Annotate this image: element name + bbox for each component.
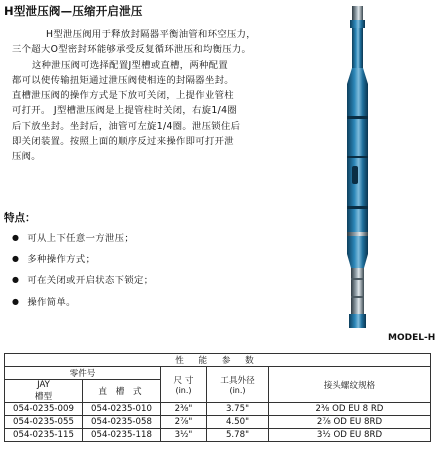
description-line: 这种泄压阀可选择配置J型槽或直槽，两种配置: [32, 59, 229, 71]
part-no-header: 零件号: [5, 367, 161, 380]
table-row: [5, 416, 431, 429]
jay-part-cell: 054-0235-055: [5, 416, 83, 429]
od-cell: 4.50": [207, 416, 269, 429]
feature-item: ● 多种操作方式；: [12, 253, 153, 274]
thread-header: 接头螺纹规格: [269, 367, 431, 403]
page-title: H型泄压阀—压缩开启泄压: [4, 4, 143, 18]
feature-item: ● 可从上下任意一方泄压；: [12, 232, 153, 253]
description-line: 都可以使传输扭矩通过泄压阀使相连的封隔器坐封。: [12, 74, 234, 86]
straight-part-cell: 054-0235-010: [83, 403, 161, 416]
thread-cell: 2⅜ OD EU 8 RD: [269, 403, 431, 416]
jay-part-cell: 054-0235-009: [5, 403, 83, 416]
straight-part-cell: 054-0235-118: [83, 429, 161, 442]
model-label: MODEL-H: [388, 333, 435, 343]
description-line: 可打开。 J型槽泄压阀是上提管柱时关闭，右旋1/4圈: [12, 105, 237, 117]
thread-cell: 2⅞ OD EU 8RD: [269, 416, 431, 429]
description-line: H型泄压阀用于释放封隔器平衡油管和环空压力，: [46, 29, 256, 40]
features-list: [12, 232, 153, 317]
size-cell: 2⅜": [161, 403, 207, 416]
features-title: 特点：: [4, 212, 36, 224]
straight-header: 直 槽 式: [83, 380, 161, 403]
description: [12, 27, 280, 165]
description-line: 后下放坐封。坐封后，油管可左旋1/4圈。泄压锁住后: [12, 120, 241, 132]
table-title: 性 能 参 数: [5, 354, 431, 367]
feature-item: ● 可在关闭或开启状态下锁定；: [12, 274, 153, 295]
size-cell: 2⅞": [161, 416, 207, 429]
description-line: 直槽泄压阀的操作方式是下放可关闭，上提作业管柱: [12, 90, 234, 102]
od-header: 工具外径 (in.): [207, 367, 269, 403]
description-line: 三个超大O型密封环能够承受反复循环泄压和均衡压力。: [12, 44, 252, 56]
jay-part-cell: 054-0235-115: [5, 429, 83, 442]
relief-valve-tool-image: [300, 6, 410, 332]
table-row: [5, 403, 431, 416]
description-line: 即关闭装置。按照上面的顺序反过来操作即可打开泄: [12, 136, 234, 148]
straight-part-cell: 054-0235-058: [83, 416, 161, 429]
spec-table: [4, 353, 431, 442]
jay-header: JAY 槽型: [5, 380, 83, 403]
od-cell: 5.78": [207, 429, 269, 442]
feature-item: ● 操作简单。: [12, 296, 153, 317]
table-row: [5, 429, 431, 442]
size-header: 尺 寸 (in.): [161, 367, 207, 403]
description-line: 压阀。: [12, 151, 41, 163]
thread-cell: 3½ OD EU 8RD: [269, 429, 431, 442]
od-cell: 3.75": [207, 403, 269, 416]
size-cell: 3½": [161, 429, 207, 442]
